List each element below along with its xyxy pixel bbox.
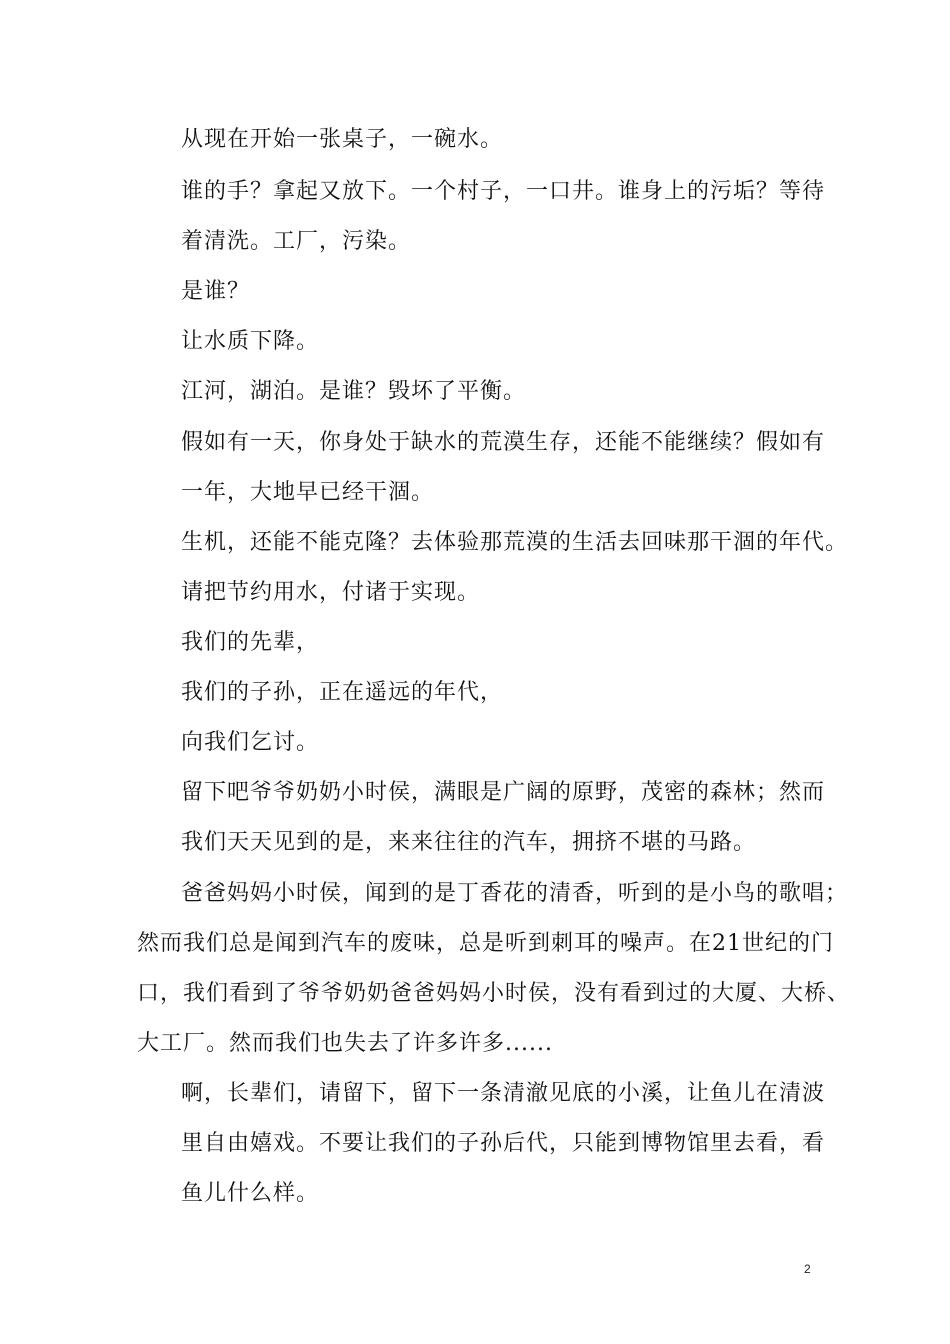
text-line: 让水质下降。 <box>181 329 320 354</box>
text-line: 从现在开始一张桌子，一碗水。 <box>181 127 504 152</box>
text-line: 是谁？ <box>181 279 251 304</box>
text-line: 我们天天见到的是，来来往往的汽车，拥挤不堪的马路。 <box>181 830 757 855</box>
text-line: 口，我们看到了爷爷奶奶爸爸妈妈小时侯，没有看到过的大厦、大桥、 <box>137 981 851 1006</box>
text-line: 假如有一天，你身处于缺水的荒漠生存，还能不能继续？假如有 <box>181 430 826 455</box>
text-line: 请把节约用水，付诸于实现。 <box>181 580 481 605</box>
text-line: 一年，大地早已经干涸。 <box>181 480 435 505</box>
text-line: 留下吧爷爷奶奶小时侯，满眼是广阔的原野，茂密的森林；然而 <box>181 780 826 805</box>
text-line: 啊，长辈们，请留下，留下一条清澈见底的小溪，让鱼儿在清波 <box>181 1081 826 1106</box>
text-line: 谁的手？拿起又放下。一个村子，一口井。谁身上的污垢？等待 <box>181 179 826 204</box>
text-line: 里自由嬉戏。不要让我们的子孙后代，只能到博物馆里去看，看 <box>181 1131 826 1156</box>
text-line: 我们的子孙，正在遥远的年代， <box>181 680 504 705</box>
text-line: 着清洗。工厂，污染。 <box>181 229 412 254</box>
text-line: 然而我们总是闻到汽车的废味，总是听到刺耳的噪声。在21世纪的门 <box>137 931 834 956</box>
text-line: 向我们乞讨。 <box>181 730 320 755</box>
text-line: 鱼儿什么样。 <box>181 1181 320 1206</box>
text-line: 爸爸妈妈小时侯，闻到的是丁香花的清香，听到的是小鸟的歌唱； <box>181 881 849 906</box>
text-line: 生机，还能不能克隆？去体验那荒漠的生活去回味那干涸的年代。 <box>181 530 849 555</box>
text-line: 我们的先辈， <box>181 630 320 655</box>
text-line: 江河，湖泊。是谁？毁坏了平衡。 <box>181 379 527 404</box>
text-line: 大工厂。然而我们也失去了许多许多...... <box>137 1031 553 1056</box>
page-number: 2 <box>804 1262 811 1276</box>
